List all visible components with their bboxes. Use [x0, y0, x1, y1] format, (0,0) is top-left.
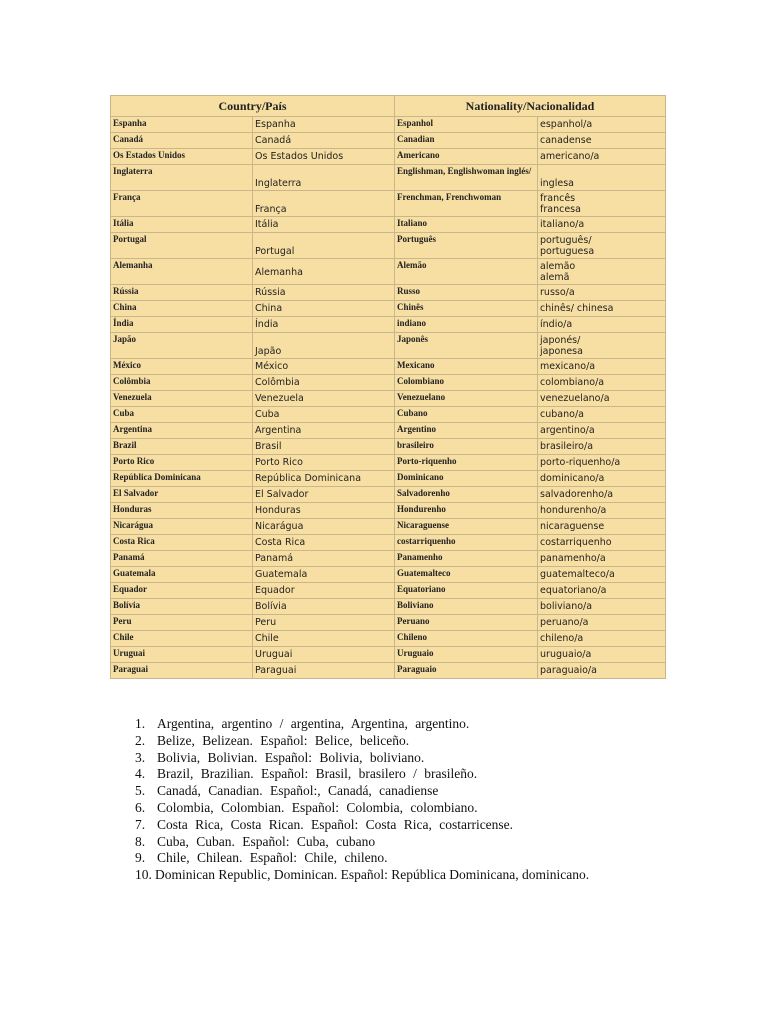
nationality-en-cell: Guatemalteco [395, 567, 538, 583]
table-row [111, 407, 666, 423]
nationality-pt-cell: inglesa [538, 165, 666, 191]
nationality-en-cell: Venezuelano [395, 391, 538, 407]
table-row [111, 551, 666, 567]
nationality-en-cell: Canadian [395, 133, 538, 149]
nationality-en-cell: Chileno [395, 631, 538, 647]
list-item [135, 750, 635, 767]
nationality-pt-cell: uruguaio/a [538, 647, 666, 663]
country-pt-cell: França [111, 191, 253, 217]
nationality-pt-cell: salvadorenho/a [538, 487, 666, 503]
table-row [111, 317, 666, 333]
country-pt-cell: Porto Rico [111, 455, 253, 471]
list-item-number: 5. [135, 783, 146, 799]
nationality-en-cell: Japonês [395, 333, 538, 359]
country-pt-cell: Panamá [111, 551, 253, 567]
table-row [111, 567, 666, 583]
country-cell: Canadá [253, 133, 395, 149]
table-row [111, 471, 666, 487]
country-pt-cell: Paraguai [111, 663, 253, 679]
nationality-pt-cell: mexicano/a [538, 359, 666, 375]
country-header: Country/País [111, 96, 395, 117]
nationality-pt-cell: colombiano/a [538, 375, 666, 391]
country-pt-cell: Índia [111, 317, 253, 333]
table-row [111, 359, 666, 375]
nationality-pt-cell: porto-riquenho/a [538, 455, 666, 471]
table-row [111, 165, 666, 191]
list-item-text: Dominican Republic, Dominican. Español: República Dominicana, dominicano. [155, 867, 590, 883]
country-cell: México [253, 359, 395, 375]
nationality-en-cell: Boliviano [395, 599, 538, 615]
nationality-en-cell: Frenchman, Frenchwoman [395, 191, 538, 217]
list-item-text: Belize, Belizean. Español: Belice, beliceño. [157, 732, 410, 748]
nationality-en-cell: Alemão [395, 259, 538, 285]
table-row [111, 333, 666, 359]
list-item-number: 4. [135, 766, 146, 782]
nationality-en-cell: Equatoriano [395, 583, 538, 599]
table-row [111, 117, 666, 133]
nationality-en-cell: Paraguaio [395, 663, 538, 679]
country-pt-cell: Equador [111, 583, 253, 599]
country-pt-cell: Guatemala [111, 567, 253, 583]
table-row [111, 375, 666, 391]
country-cell: Espanha [253, 117, 395, 133]
nationality-en-cell: Mexicano [395, 359, 538, 375]
nationality-en-cell: Chinês [395, 301, 538, 317]
nationality-en-cell: Russo [395, 285, 538, 301]
table-row [111, 615, 666, 631]
list-item [135, 834, 635, 851]
country-pt-cell: Honduras [111, 503, 253, 519]
country-pt-cell: Venezuela [111, 391, 253, 407]
country-cell: Honduras [253, 503, 395, 519]
list-item-number: 8. [135, 833, 146, 849]
nationality-pt-cell: brasileiro/a [538, 439, 666, 455]
country-cell: Colômbia [253, 375, 395, 391]
nationality-pt-cell: espanhol/a [538, 117, 666, 133]
nationality-pt-cell: cubano/a [538, 407, 666, 423]
nationality-en-cell: indiano [395, 317, 538, 333]
table-row [111, 487, 666, 503]
nationality-en-cell: Colombiano [395, 375, 538, 391]
list-item [135, 867, 635, 884]
list-item [135, 716, 635, 733]
nationality-pt-cell: equatoriano/a [538, 583, 666, 599]
country-cell: Itália [253, 217, 395, 233]
country-pt-cell: Inglaterra [111, 165, 253, 191]
nationality-pt-cell: chileno/a [538, 631, 666, 647]
list-item-text: Canadá, Canadian. Español:, Canadá, canadiense [157, 783, 439, 799]
nationality-pt-cell: peruano/a [538, 615, 666, 631]
table-row [111, 391, 666, 407]
nationality-pt-cell: paraguaio/a [538, 663, 666, 679]
table-header-row [111, 96, 666, 117]
table-row [111, 423, 666, 439]
nationality-en-cell: Porto-riquenho [395, 455, 538, 471]
country-nationality-table [110, 95, 666, 679]
nationality-pt-cell: italiano/a [538, 217, 666, 233]
list-item [135, 817, 635, 834]
country-pt-cell: Chile [111, 631, 253, 647]
nationality-pt-cell: russo/a [538, 285, 666, 301]
nationality-pt-cell: canadense [538, 133, 666, 149]
nationality-pt-cell: chinês/ chinesa [538, 301, 666, 317]
country-pt-cell: Bolívia [111, 599, 253, 615]
country-pt-cell: Argentina [111, 423, 253, 439]
country-cell: Equador [253, 583, 395, 599]
list-item [135, 850, 635, 867]
list-item-number: 1. [135, 716, 146, 731]
list-item-text: Colombia, Colombian. Español: Colombia, colombiano. [157, 799, 478, 815]
country-pt-cell: China [111, 301, 253, 317]
table-row [111, 217, 666, 233]
nationality-pt-cell: dominicano/a [538, 471, 666, 487]
country-pt-cell: Portugal [111, 233, 253, 259]
country-cell: Alemanha [253, 259, 395, 285]
table-row [111, 259, 666, 285]
country-cell: Cuba [253, 407, 395, 423]
list-item [135, 766, 635, 783]
country-cell: Rússia [253, 285, 395, 301]
country-pt-cell: Os Estados Unidos [111, 149, 253, 165]
country-pt-cell: Costa Rica [111, 535, 253, 551]
country-cell: República Dominicana [253, 471, 395, 487]
list-item-number: 7. [135, 816, 146, 832]
country-cell: Paraguai [253, 663, 395, 679]
list-item-text: Cuba, Cuban. Español: Cuba, cubano [157, 833, 376, 849]
table-row [111, 647, 666, 663]
table-body [111, 117, 666, 679]
table-row [111, 191, 666, 217]
nationality-en-cell: Englishman, Englishwoman inglés/ [395, 165, 538, 191]
country-cell: Porto Rico [253, 455, 395, 471]
nationality-pt-cell: japonés/ japonesa [538, 333, 666, 359]
country-cell: Nicarágua [253, 519, 395, 535]
table-row [111, 233, 666, 259]
nationality-pt-cell: nicaraguense [538, 519, 666, 535]
table-row [111, 439, 666, 455]
country-pt-cell: Uruguai [111, 647, 253, 663]
country-cell: Panamá [253, 551, 395, 567]
list-item-text: Costa Rica, Costa Rican. Español: Costa Rica, costarricense. [157, 816, 514, 832]
country-pt-cell: Japão [111, 333, 253, 359]
nationality-pt-cell: índio/a [538, 317, 666, 333]
nationality-en-cell: costarriquenho [395, 535, 538, 551]
list-item-text: Brazil, Brazilian. Español: Brasil, brasilero / brasileño. [157, 766, 478, 782]
nationality-pt-cell: hondurenho/a [538, 503, 666, 519]
table-row [111, 599, 666, 615]
table-row [111, 149, 666, 165]
table-row [111, 663, 666, 679]
nationality-en-cell: Argentino [395, 423, 538, 439]
table-row [111, 631, 666, 647]
country-cell: Brasil [253, 439, 395, 455]
numbered-list [135, 716, 635, 884]
nationality-pt-cell: português/ portuguesa [538, 233, 666, 259]
nationality-pt-cell: francês francesa [538, 191, 666, 217]
nationality-pt-cell: venezuelano/a [538, 391, 666, 407]
table-row [111, 519, 666, 535]
country-pt-cell: República Dominicana [111, 471, 253, 487]
country-cell: Índia [253, 317, 395, 333]
table-row [111, 285, 666, 301]
nationality-en-cell: Cubano [395, 407, 538, 423]
table-row [111, 535, 666, 551]
table-row [111, 455, 666, 471]
nationality-header: Nationality/Nacionalidad [395, 96, 666, 117]
table-row [111, 503, 666, 519]
list-item-number: 6. [135, 799, 146, 815]
nationality-pt-cell: guatemalteco/a [538, 567, 666, 583]
list-item-number: 9. [135, 850, 146, 866]
country-pt-cell: Alemanha [111, 259, 253, 285]
country-pt-cell: Canadá [111, 133, 253, 149]
nationality-pt-cell: americano/a [538, 149, 666, 165]
nationality-pt-cell: panamenho/a [538, 551, 666, 567]
country-pt-cell: Colômbia [111, 375, 253, 391]
country-pt-cell: Brazil [111, 439, 253, 455]
country-cell: Peru [253, 615, 395, 631]
country-cell: Uruguai [253, 647, 395, 663]
country-pt-cell: Espanha [111, 117, 253, 133]
nationality-pt-cell: costarriquenho [538, 535, 666, 551]
list-item-number: 3. [135, 749, 146, 765]
table-row [111, 133, 666, 149]
country-cell: Japão [253, 333, 395, 359]
country-cell: Os Estados Unidos [253, 149, 395, 165]
nationality-pt-cell: alemão alemã [538, 259, 666, 285]
country-cell: Chile [253, 631, 395, 647]
country-pt-cell: Itália [111, 217, 253, 233]
nationality-en-cell: Italiano [395, 217, 538, 233]
nationality-en-cell: Americano [395, 149, 538, 165]
country-cell: Venezuela [253, 391, 395, 407]
country-cell: Bolívia [253, 599, 395, 615]
list-item-text: Argentina, argentino / argentina, Argentina, argentino. [157, 716, 470, 731]
country-cell: Argentina [253, 423, 395, 439]
nationality-en-cell: Dominicano [395, 471, 538, 487]
country-cell: Costa Rica [253, 535, 395, 551]
nationality-en-cell: Português [395, 233, 538, 259]
country-pt-cell: Rússia [111, 285, 253, 301]
list-item-number: 10. [135, 867, 152, 883]
nationality-en-cell: Hondurenho [395, 503, 538, 519]
list-item-number: 2. [135, 732, 146, 748]
list-item-text: Chile, Chilean. Español: Chile, chileno. [157, 850, 388, 866]
country-cell: Portugal [253, 233, 395, 259]
nationality-en-cell: Uruguaio [395, 647, 538, 663]
nationality-pt-cell: boliviano/a [538, 599, 666, 615]
country-cell: Inglaterra [253, 165, 395, 191]
country-cell: França [253, 191, 395, 217]
list-item [135, 733, 635, 750]
country-pt-cell: Nicarágua [111, 519, 253, 535]
country-pt-cell: Cuba [111, 407, 253, 423]
country-pt-cell: El Salvador [111, 487, 253, 503]
nationality-en-cell: Peruano [395, 615, 538, 631]
list-item [135, 800, 635, 817]
table-row [111, 583, 666, 599]
list-item [135, 783, 635, 800]
country-pt-cell: Peru [111, 615, 253, 631]
country-cell: China [253, 301, 395, 317]
nationality-en-cell: Panamenho [395, 551, 538, 567]
nationality-en-cell: Espanhol [395, 117, 538, 133]
list-item-text: Bolivia, Bolivian. Español: Bolivia, boliviano. [157, 749, 425, 765]
nationality-en-cell: brasileiro [395, 439, 538, 455]
nationality-en-cell: Nicaraguense [395, 519, 538, 535]
country-cell: Guatemala [253, 567, 395, 583]
country-cell: El Salvador [253, 487, 395, 503]
country-pt-cell: México [111, 359, 253, 375]
nationality-pt-cell: argentino/a [538, 423, 666, 439]
table-row [111, 301, 666, 317]
nationality-en-cell: Salvadorenho [395, 487, 538, 503]
